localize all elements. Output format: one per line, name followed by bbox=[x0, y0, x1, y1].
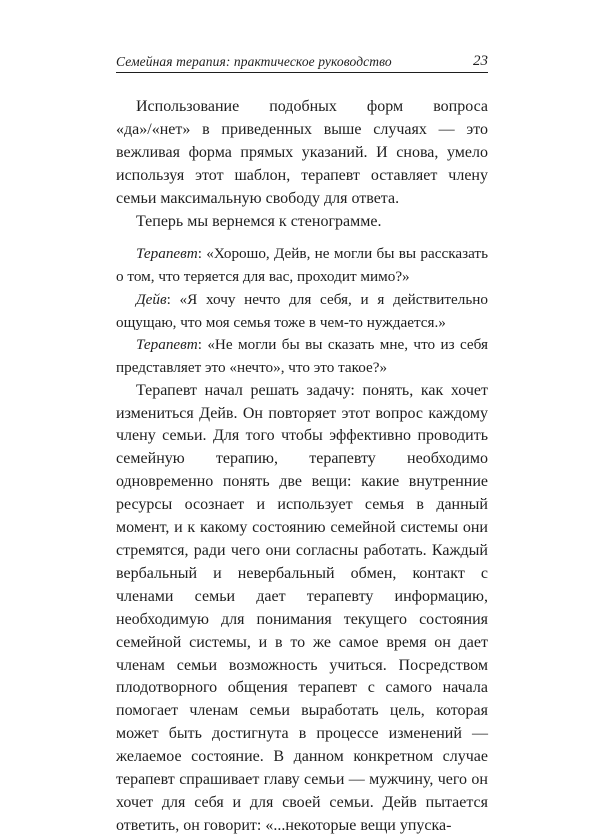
paragraph-yes-no-questions: Использование подобных форм вопроса «да»/«нет» в приведенных выше случаях — это вежливая форма прямых указаний. И снова, умело используя этот шаблон, терапевт оставляет члену семьи максимальную свободу для ответа. bbox=[116, 98, 488, 207]
speaker-name: Терапевт bbox=[136, 336, 198, 354]
dialogue-text: : «Я хочу нечто для себя, и я действительно ощущаю, что моя семья тоже в чем-то нуждается.» bbox=[116, 290, 488, 331]
book-title: Семейная терапия: практическое руководство bbox=[116, 54, 392, 69]
dialogue-text: : «Хорошо, Дейв, не могли бы вы рассказать о том, что теряется для вас, проходит мимо?» bbox=[116, 245, 488, 286]
paragraph-therapist-task: Терапевт начал решать задачу: понять, как хочет измениться Дейв. Он повторяет этот вопрос каждому члену семьи. Для того чтобы эффективно проводить семейную терапию, терапевту необходимо одновременно понять две вещи: какие внутренние ресурсы осознает и использует семья в данный момент, и к какому состоянию семейной системы они стремятся, ради чего они согласны работать. Каждый вербальный и невербальный обмен, контакт с членами семьи дает терапевту информацию, необходимую для понимания текущего состояния семейной системы, и в то же самое время он дает членам семьи возможность учиться. Посредством плодотворного общения терапевт с самого начала помогает членам семьи выработать цель, которая может быть достигнута в процессе изменений — желаемое состояние. В данном конкретном случае терапевт спрашивает главу семьи — мужчину, чего он хочет для себя и для своей семьи. Дейв пытается ответить, он говорит: «...некоторые вещи упуска- bbox=[116, 381, 488, 834]
speaker-name: Терапевт bbox=[136, 245, 198, 263]
dialogue-line bbox=[116, 243, 488, 288]
running-header bbox=[116, 52, 488, 73]
dialogue-text: : «Не могли бы вы сказать мне, что из себя представляет это «нечто», что это такое?» bbox=[116, 336, 488, 376]
speaker-name: Дейв bbox=[136, 290, 167, 308]
page-body bbox=[116, 96, 488, 838]
dialogue-line bbox=[116, 289, 488, 334]
dialogue-line bbox=[116, 334, 488, 379]
page-number: 23 bbox=[473, 53, 488, 69]
paragraph-return-to-transcript: Теперь мы вернемся к стенограмме. bbox=[136, 212, 382, 230]
